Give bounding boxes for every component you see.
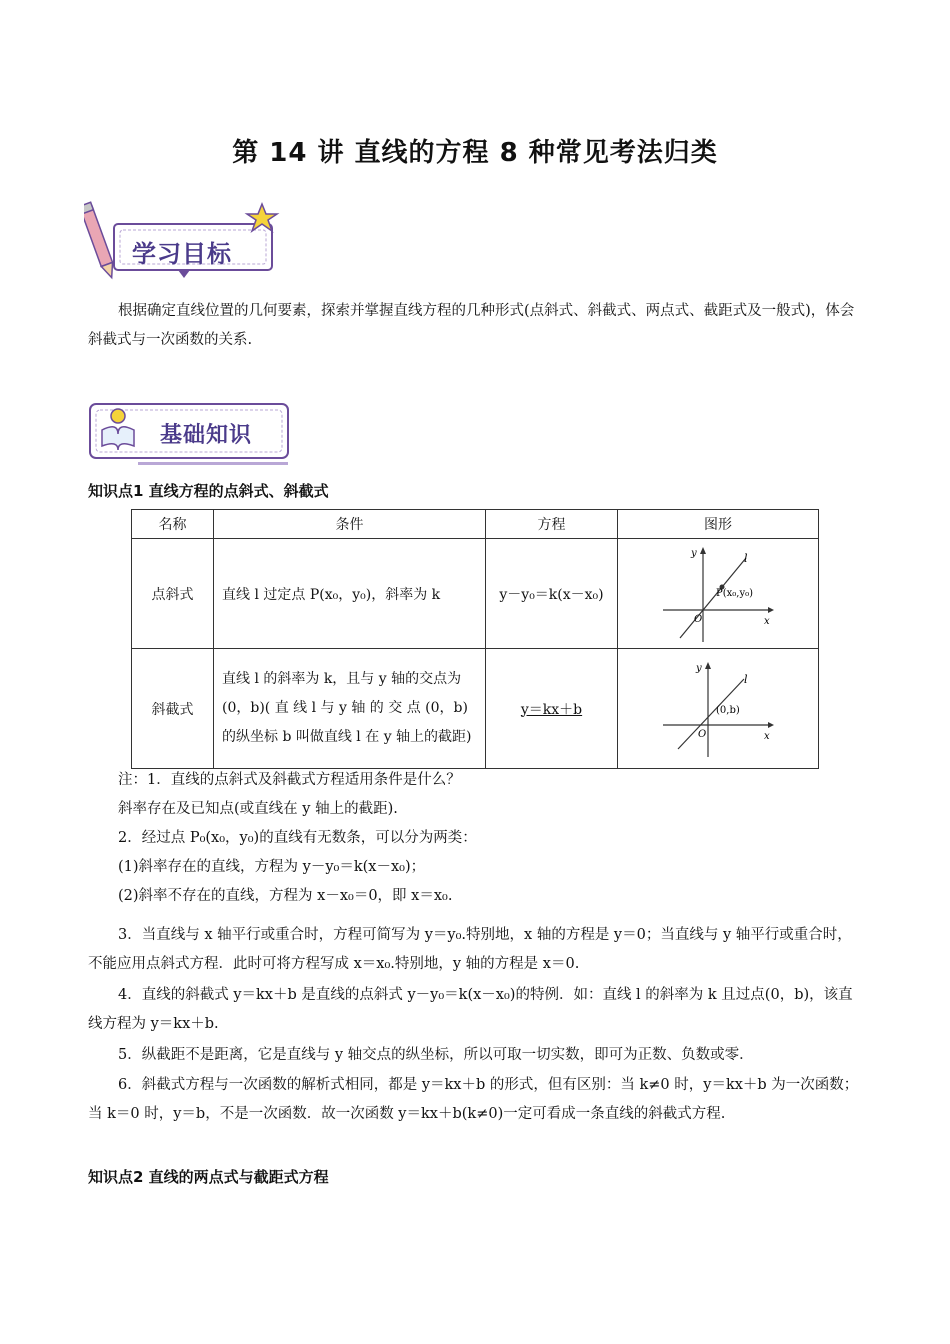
row-condition: 直线 l 过定点 P(x₀，y₀)，斜率为 k <box>214 539 486 649</box>
note-5: 5．纵截距不是距离，它是直线与 y 轴交点的纵坐标，所以可取一切实数，即可为正数、负数或零． <box>118 1047 754 1063</box>
row-equation <box>486 649 618 769</box>
row-condition: 直线 l 的斜率为 k，且与 y 轴的交点为 (0，b)( 直 线 l 与 y 轴 的 交 点 (0，b)的纵坐标 b 叫做直线 l 在 y 轴上的截距) <box>214 649 486 769</box>
fig-l-label: l <box>744 551 748 565</box>
note-4: 4．直线的斜截式 y＝kx＋b 是直线的点斜式 y－y₀＝k(x－x₀)的特例．如：直线 l 的斜率为 k 且过点(0，b)，该直线方程为 y＝kx＋b. <box>88 987 853 1032</box>
fig-x-label: x <box>764 615 770 627</box>
learning-goals-label: 学习目标 <box>132 240 232 268</box>
note-line: 斜率存在及已知点(或直线在 y 轴上的截距). <box>118 801 398 817</box>
fig-y-label: y <box>696 662 702 674</box>
knowledge-point-1-heading: 知识点1 直线方程的点斜式、斜截式 <box>88 482 329 500</box>
fig-origin-label: O <box>694 613 703 625</box>
fig-l-label: l <box>744 672 748 686</box>
header-name: 名称 <box>132 510 214 539</box>
note-line: (1)斜率存在的直线，方程为 y－y₀＝k(x－x₀)； <box>118 859 426 875</box>
table-row <box>132 649 819 769</box>
fig-intercept-label: (0,b) <box>716 704 740 716</box>
note-line: (2)斜率不存在的直线，方程为 x－x₀＝0，即 x＝x₀. <box>118 888 453 904</box>
basic-knowledge-label: 基础知识 <box>160 423 253 448</box>
fig-point-label: P(x₀,y₀) <box>716 587 754 599</box>
fig-origin-label: O <box>698 728 707 740</box>
header-figure: 图形 <box>618 510 819 539</box>
page-title: 第 14 讲 直线的方程 8 种常见考法归类 <box>232 138 718 168</box>
learning-goals-badge <box>84 200 284 290</box>
note-line: 注：1．直线的点斜式及斜截式方程适用条件是什么？ <box>118 772 461 788</box>
note-line: 2．经过点 P₀(x₀，y₀)的直线有无数条，可以分为两类： <box>118 830 477 846</box>
note-3: 3．当直线与 x 轴平行或重合时，方程可简写为 y＝y₀.特别地，x 轴的方程是 y＝0；当直线与 y 轴平行或重合时，不能应用点斜式方程．此时可将方程写成 x＝x₀.特别地，y 轴的方程是 x＝0. <box>88 927 852 972</box>
fig-y-label: y <box>691 547 697 559</box>
basic-knowledge-badge <box>88 400 293 470</box>
row-figure <box>618 649 819 769</box>
row-name: 斜截式 <box>132 649 214 769</box>
header-condition: 条件 <box>214 510 486 539</box>
point-slope-graph <box>658 544 778 644</box>
objective-text: 根据确定直线位置的几何要素，探索并掌握直线方程的几种形式(点斜式、斜截式、两点式、截距式及一般式)，体会斜截式与一次函数的关系. <box>88 303 855 348</box>
point-slope-table <box>131 509 819 769</box>
row-figure <box>618 539 819 649</box>
notes-block <box>118 766 866 911</box>
table-header-row <box>132 510 819 539</box>
slope-intercept-graph <box>658 659 778 759</box>
note-6: 6．斜截式方程与一次函数的解析式相同，都是 y＝kx＋b 的形式，但有区别：当 k≠0 时，y＝kx＋b 为一次函数；当 k＝0 时，y＝b，不是一次函数．故一次函数 y＝kx＋b(k≠0)一定可看成一条直线的斜截式方程. <box>88 1077 859 1122</box>
row-equation: y－y₀＝k(x－x₀) <box>486 539 618 649</box>
slope-intercept-equation: y＝kx＋b <box>520 701 583 718</box>
row-name: 点斜式 <box>132 539 214 649</box>
header-equation: 方程 <box>486 510 618 539</box>
fig-x-label: x <box>764 730 770 742</box>
knowledge-point-2-heading: 知识点2 直线的两点式与截距式方程 <box>88 1168 329 1186</box>
table-row <box>132 539 819 649</box>
